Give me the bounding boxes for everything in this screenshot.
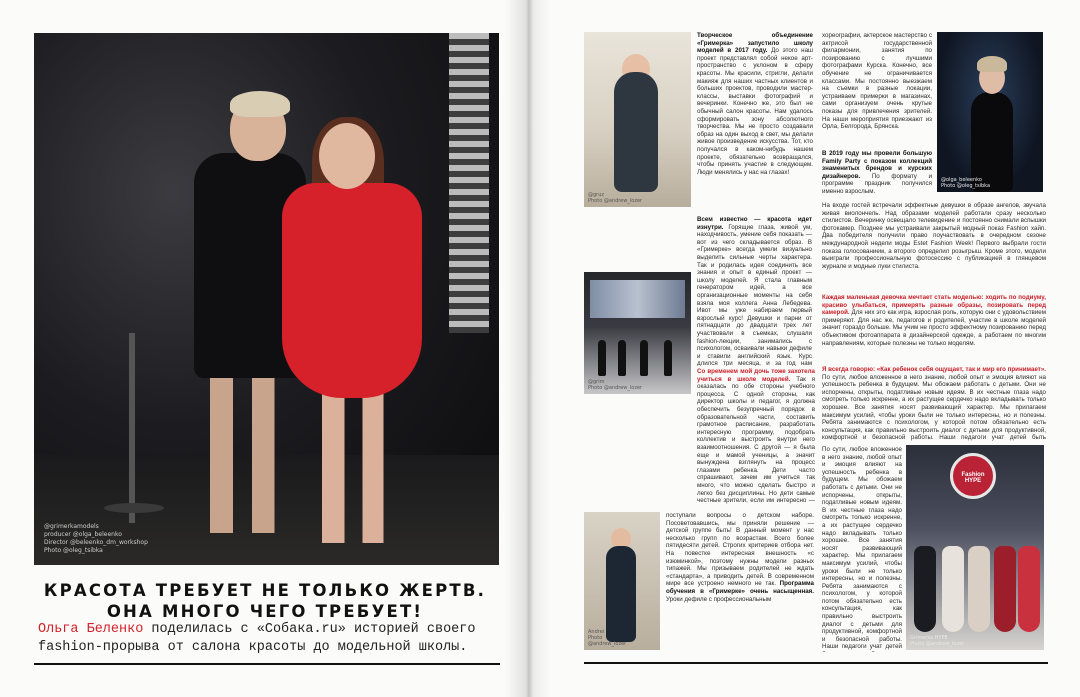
caption-line: Andrei	[588, 629, 605, 635]
runway-model	[640, 340, 648, 376]
paragraph-text: По формату и программе праздник получился именно взрослым.	[822, 172, 932, 195]
photo-caption	[910, 635, 964, 647]
boy-figure	[606, 546, 636, 642]
woman-red-legs	[322, 393, 392, 543]
article-headline	[40, 580, 490, 622]
page-gutter	[505, 0, 551, 697]
paragraph-text: Для них это как игра, взрослая роль, которую они с удовольствием примеряют. Для нас же, педагогов и родителей, участие в школе моделей значит гораздо больше. Мы учим не просто эффектному позированию перед объективом фотоаппарата в дизайнерской одежде, а работаем по многим направлениям, которые полезны не только моделям.	[822, 309, 1046, 347]
caption-line: Photo @andrew_lozer	[588, 385, 643, 391]
woman-red-head	[319, 123, 375, 189]
paragraph-lead: В 2019 году мы провели большую Family Party с показом коллекций знаменитых брендов и курских дизайнеров.	[822, 150, 932, 180]
text-column-2	[822, 32, 932, 144]
text-column-right	[822, 366, 1046, 442]
left-page	[0, 0, 528, 697]
credit-line: @grimerkamodels	[44, 523, 99, 530]
paragraph-text: Горящие глаза, живой ум, находчивость, умение себя показать — вот из чего складывается образ. В «Гримерке» всегда умели визуально выделить сильные черты характера. Так и родилась идея соединить все знания и опыт в единый проект — школу моделей. Я стала главным генератором идей, а все организационные моменты на себя взяла моя коллега Анна Лебедева. Ивот мы уже набираем первый взрослый курс! Девушки и парни от пятнадцати до двадцати трех лет участвовали в съемках, слушали fashion-лекции, занимались с психологом, осваивали навыки дефиле и ставили английский язык. Курс длился три месяца, и за год нам	[697, 223, 812, 366]
paragraph-text: хореографии, актерское мастерство с актрисой государственной филармонии, занятия по позированию с лучшими фотографами Курска. Конечно, все обучение не ограничивается классами. Мы постоянно выезжаем на съемки в разные локации, устраиваем примерки в магазинах, сами организуем очень крутые показы для привлечения зрителей. На наши мероприятия приезжают из Орла, Белгорода, Брянска.	[822, 32, 932, 131]
paragraph-text: Так я оказалась по обе стороны учебного процесса. С одной стороны, как директор школы и педагог, я должна обеспечить безупречный порядок в образовательной части, составить грамотное расписание, разработать интересную программу, подобрать коллектив и выстроить внутри него взаимоотношения. С другой — я была еще и мамой ученицы, а значит вынуждена взглянуть на процесс глазами ребенка. Дети часто спрашивают, зачем им учиться так много, что можно сделать быстро и легко без дисциплины. Но дети самые честные зрители, если им интересно —	[697, 375, 815, 504]
logo-text: Fashion HYPE	[961, 472, 985, 484]
text-column-2b	[822, 150, 932, 195]
bottom-rule-left	[34, 663, 500, 665]
woman-red-dress	[282, 183, 422, 398]
gown	[994, 546, 1016, 632]
caption-line: @grim	[588, 379, 605, 385]
photo-caption	[941, 177, 990, 189]
caption-line: Photo @andrew_lozer	[588, 198, 643, 204]
text-column-mid	[697, 368, 815, 504]
photo-boy	[584, 512, 660, 650]
photo-caption	[588, 192, 642, 204]
photo-caption	[588, 629, 626, 647]
photo-girl	[584, 32, 691, 207]
gown	[914, 546, 936, 632]
runway-screen	[590, 280, 685, 318]
light-stand	[129, 333, 135, 523]
paragraph-lead: Творческое объединение «Гримерка» запустило школу моделей в 2017 году.	[697, 32, 813, 55]
gown	[1018, 546, 1040, 632]
credit-line: Director @beleenko_dm_workshop	[44, 539, 148, 546]
paragraph-lead-accent: Каждая маленькая девочка мечтает стать моделью: ходить по подиуму, красиво улыбаться, примерять разные образы, позировать перед камерой.	[822, 294, 1046, 317]
runway-model	[664, 340, 672, 376]
text-column-wide-2	[822, 202, 1046, 288]
woman-hair	[977, 56, 1007, 72]
caption-line: @olga_beleenko	[941, 177, 982, 183]
fashion-hype-logo	[950, 453, 996, 499]
caption-line: Photo	[588, 635, 603, 641]
hero-photo	[34, 33, 499, 565]
paragraph-text: До этого наш проект представлял собой некое арт-пространство с уклоном в сферу красоты. Мы красили, стригли, делали макияж для наших частных клиентов и больших проектов, проводили мастер-классы, выставки фотографий и вечеринки. Конечно же, это был не обычный салон красоты. Нам удалось сформировать зону абсолютного творчества. Мы не просто создавали образ на один выход в свет, мы делали живое произведение искусства. Тот, кто получался в каком-нибудь нашем проекте, обязательно возвращался, чтобы принять участие в следующем. Люди менялись у нас на глазах!	[697, 47, 813, 176]
bottom-rule-right	[584, 662, 1048, 664]
standfirst-name: Ольга Беленко	[38, 622, 144, 637]
runway-model	[618, 340, 626, 376]
paragraph-lead: Всем известно — красота идет изнутри.	[697, 216, 812, 231]
studio-light	[449, 33, 489, 333]
caption-line: Photo @andrew_lozer	[910, 641, 965, 647]
girl-figure	[614, 72, 658, 192]
gown	[942, 546, 964, 632]
paragraph-text: По сути, любое вложенное в него знание, любой опыт и эмоция влияют на успешность ребенка в будущем. Мы обожаем работать с детьми. Они не испорчены, открыты, податливые новым идеям. В их честные глаза надо смотреть только искренне, а их растущее сердечко надо вкладывать только хорошее. Все занятия носят развивающий характер. Мы прилагаем максимум усилий, чтобы уроки были не только интересны, но и полезны. Ребята занимаются с психологом, у которой потом обязательно есть консультация, как правильно выстроить диалог с детьми для продуктивной, комфортной и безопасной работы. Наши педагоги учат детей	[822, 446, 902, 651]
headline-line-1: КРАСОТА ТРЕБУЕТ НЕ ТОЛЬКО ЖЕРТВ.	[43, 581, 487, 600]
paragraph-text: На входе гостей встречали эффектные девушки в образе ангелов, звучала живая виолончель. Над образами моделей работали сразу несколько стилистов. Вечеринку освещало телевидение и постоянно снимали вспышки фотокамер. Позднее мы устраивали закрытый модный показ Fashion хайп. Два победителя получили право поучаствовать в очередном сезоне международной недели моды Estet Fashion Week! Первого выбрали гости показа голосованием, а второго определил розыгрыш. Кроме этого, модели выиграли профессиональную фотосессию с публикацией в глянцевом журнале и модные луки стилиста.	[822, 202, 1046, 270]
text-column-wide-3	[822, 294, 1046, 360]
gown	[968, 546, 990, 632]
paragraph-end: Уроки дефиле с профессиональным	[666, 595, 772, 603]
text-column-right-narrow	[822, 446, 902, 652]
text-column-mid-2	[666, 512, 814, 654]
paragraph-text: поступали вопросы о детском наборе. Посоветовавшись, мы приняли решение — детской группе быть! В данный момент у нас несколько групп по возрастам. Всего более пятидесяти детей. Строгих критериев отбора нет. На повестке интересная внешность «с изюминкой», поэтому нужны модели разных типажей. Мы призываем родителей не ждать «стандарта», а приводить детей. В современном мире все устроено немного не так.	[666, 512, 814, 588]
photo-runway	[584, 272, 691, 394]
caption-line: Grimerka HYPE	[910, 635, 948, 641]
photo-fashion-show	[906, 445, 1044, 650]
caption-line: @andrew_lozer	[588, 641, 627, 647]
paragraph-lead-accent: Со временем мой дочь тоже захотела учиться в школе моделей.	[697, 368, 815, 383]
standfirst-text: поделилась с «Собака.ru» историей своего fashion-прорыва от салона красоты до модельной школы.	[38, 622, 476, 655]
paragraph-lead: Программа обучения в «Гримерке» очень насыщенная.	[666, 580, 814, 595]
woman-black-legs	[210, 373, 286, 533]
woman-black-hair	[230, 91, 290, 117]
caption-line: @gruz	[588, 192, 605, 198]
article-standfirst	[38, 621, 500, 657]
paragraph-lead-accent: Я всегда говорю: «Как ребенок себя ощущает, так и мир его принимает».	[822, 366, 1046, 373]
light-stand-base	[104, 503, 164, 513]
text-column-wide-1	[697, 216, 812, 366]
hero-photo-credit	[44, 523, 148, 555]
photo-caption	[588, 379, 642, 391]
runway-model	[598, 340, 606, 376]
photo-woman-portrait	[937, 32, 1043, 192]
headline-line-2: ОНА МНОГО ЧЕГО ТРЕБУЕТ!	[106, 602, 424, 621]
credit-line: Photo @oleg_tsibka	[44, 547, 103, 554]
paragraph-text: По сути, любое вложенное в него знание, любой опыт и эмоция влияют на успешность ребенка в будущем. Мы обожаем работать с детьми. Они не испорчены, открыты, податливые новым идеям. В их честные глаза надо смотреть только искренне, а их растущее сердечко надо вкладывать только хорошее. Все занятия носят развивающий характер. Мы прилагаем максимум усилий, чтобы уроки были не только интересны, но и полезны. Ребята занимаются с психологом, у которой потом обязательно есть консультация, как правильно выстроить диалог с детьми для продуктивной, комфортной и безопасной работы. Наши педагоги учат детей быть	[822, 373, 1046, 442]
credit-line: producer @olga_beleenko	[44, 531, 122, 538]
caption-line: Photo @oleg_tsibka	[941, 183, 991, 189]
text-column-1	[697, 32, 813, 208]
